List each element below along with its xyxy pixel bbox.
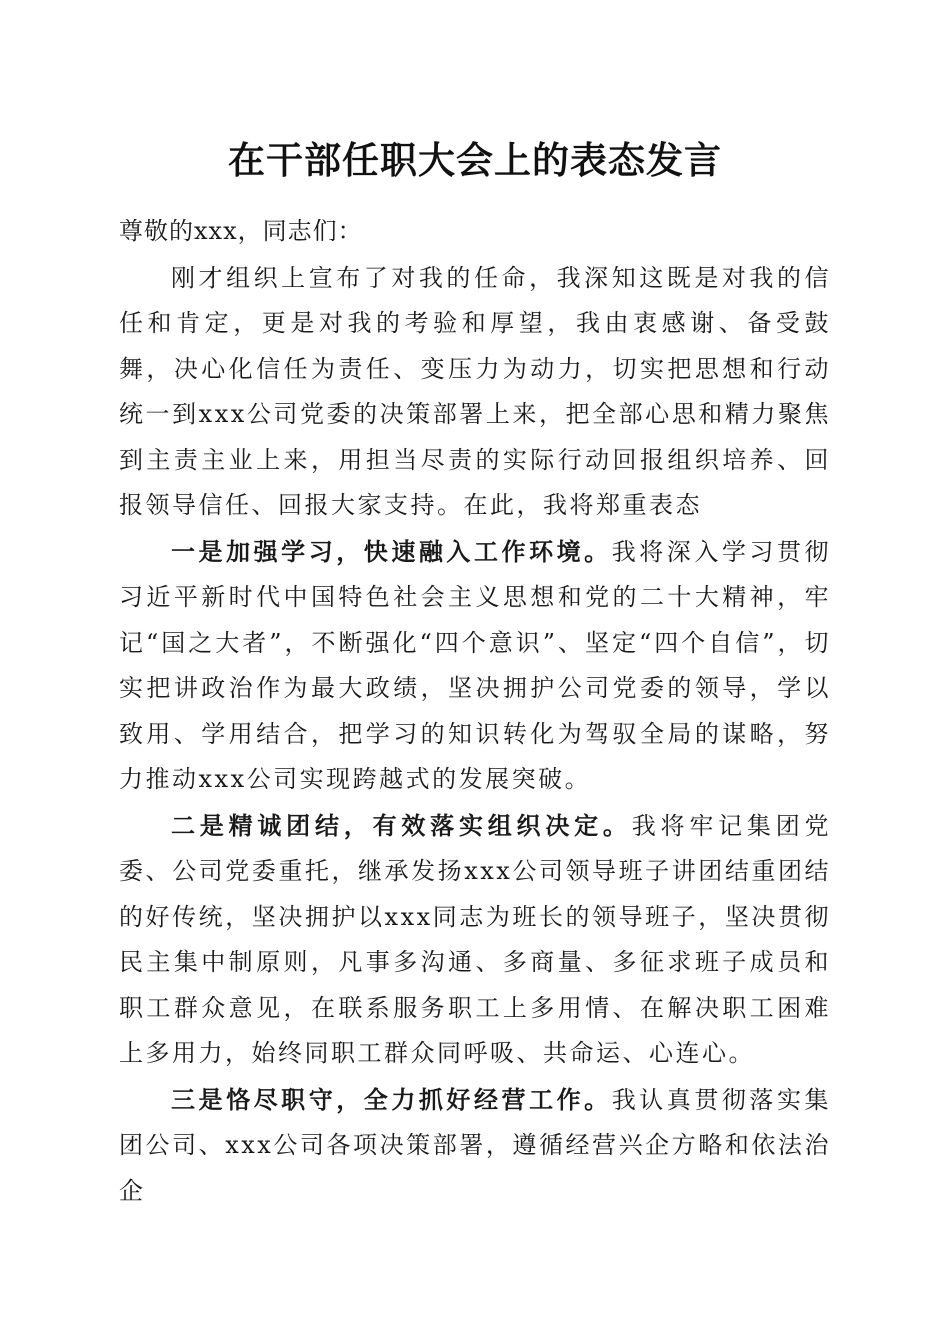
paragraph-lead: 一是加强学习，快速融入工作环境。 [171,536,612,566]
salutation: 尊敬的xxx，同志们： [119,217,363,245]
paragraph-point-3 [119,1077,831,1215]
paragraph-intro [119,255,831,529]
paragraph-lead: 二是精诚团结，有效落实组织决定。 [171,810,632,840]
paragraph-text: 我将牢记集团党委、公司党委重托，继承发扬xxx公司领导班子讲团结重团结的好传统，坚决拥护以xxx同志为班长的领导班子，坚决贯彻民主集中制原则，凡事多沟通、多商量、多征求班子成员和职工群众意见，在联系服务职工上多用情、在解决职工困难上多用力，始终同职工群众同呼吸、共命运、心连心。 [119,811,832,1067]
paragraph-lead: 三是恪尽职守，全力抓好经营工作。 [171,1084,612,1114]
paragraph-text: 刚才组织上宣布了对我的任命，我深知这既是对我的信任和肯定，更是对我的考验和厚望，我由衷感谢、备受鼓舞，决心化信任为责任、变压力为动力，切实把思想和行动统一到xxx公司党委的决策部署上来，把全部心思和精力聚焦到主责主业上来，用担当尽责的实际行动回报组织培养、回报领导信任、回报大家支持。在此，我将郑重表态 [119,263,831,519]
document-title: 在干部任职大会上的表态发言 [228,138,722,182]
document-body [119,209,831,1214]
paragraph-point-1 [119,529,831,803]
paragraph-text: 我将深入学习贯彻习近平新时代中国特色社会主义思想和党的二十大精神，牢记“国之大者”，不断强化“四个意识”、坚定“四个自信”，切实把讲政治作为最大政绩，坚决拥护公司党委的领导，学以致用、学用结合，把学习的知识转化为驾驭全局的谋略，努力推动xxx公司实现跨越式的发展突破。 [119,537,832,793]
paragraph-text: 我认真贯彻落实集团公司、xxx公司各项决策部署，遵循经营兴企方略和依法治企 [119,1085,832,1205]
paragraph-point-2 [119,803,831,1077]
